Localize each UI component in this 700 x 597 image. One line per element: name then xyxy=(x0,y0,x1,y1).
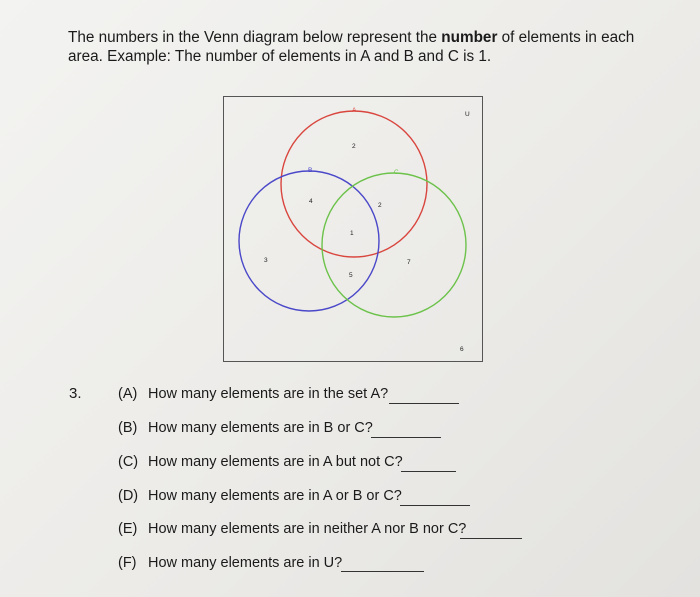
question-letter: (D) xyxy=(118,488,139,504)
intro-bold-word: number xyxy=(441,29,498,46)
venn-diagram xyxy=(223,96,483,362)
venn-svg xyxy=(224,97,484,363)
question-f xyxy=(118,555,342,571)
question-e xyxy=(118,521,466,537)
question-text: How many elements are in the set A? xyxy=(148,386,389,402)
intro-text xyxy=(68,28,668,66)
region-outside: 6 xyxy=(460,346,464,353)
region-b-only: 3 xyxy=(264,257,268,264)
question-c xyxy=(118,454,403,470)
region-a-only: 2 xyxy=(352,143,356,150)
label-b: B xyxy=(308,167,313,174)
question-text: How many elements are in A or B or C? xyxy=(148,488,402,504)
question-letter: (B) xyxy=(118,420,138,436)
question-text: How many elements are in B or C? xyxy=(148,420,373,436)
question-letter: (F) xyxy=(118,555,137,571)
question-text: How many elements are in neither A nor B nor C? xyxy=(148,521,467,537)
answer-blank-e[interactable] xyxy=(460,538,522,539)
question-letter: (C) xyxy=(118,454,139,470)
question-text: How many elements are in U? xyxy=(148,555,343,571)
answer-blank-f[interactable] xyxy=(341,571,424,572)
question-letter: (A) xyxy=(118,386,138,402)
answer-blank-c[interactable] xyxy=(401,471,456,472)
question-a xyxy=(118,386,388,402)
region-a-c-only: 2 xyxy=(378,202,382,209)
intro-part2: of elements in each area. Example: The number of elements in A and B and C is 1. xyxy=(68,29,635,65)
label-u: U xyxy=(465,111,470,118)
question-letter: (E) xyxy=(118,521,138,537)
answer-blank-a[interactable] xyxy=(389,403,459,404)
label-a: A xyxy=(352,107,357,114)
label-c: C xyxy=(394,169,399,176)
question-d xyxy=(118,488,402,504)
question-text: How many elements are in A but not C? xyxy=(148,454,403,470)
region-c-only: 7 xyxy=(407,259,411,266)
question-number: 3. xyxy=(69,385,82,402)
answer-blank-b[interactable] xyxy=(371,437,441,438)
answer-blank-d[interactable] xyxy=(400,505,470,506)
circle-a xyxy=(281,111,427,257)
region-a-b-c: 1 xyxy=(350,230,354,237)
region-b-c-only: 5 xyxy=(349,272,353,279)
intro-part1: The numbers in the Venn diagram below represent the xyxy=(68,29,442,46)
region-a-b-only: 4 xyxy=(309,198,313,205)
question-b xyxy=(118,420,373,436)
